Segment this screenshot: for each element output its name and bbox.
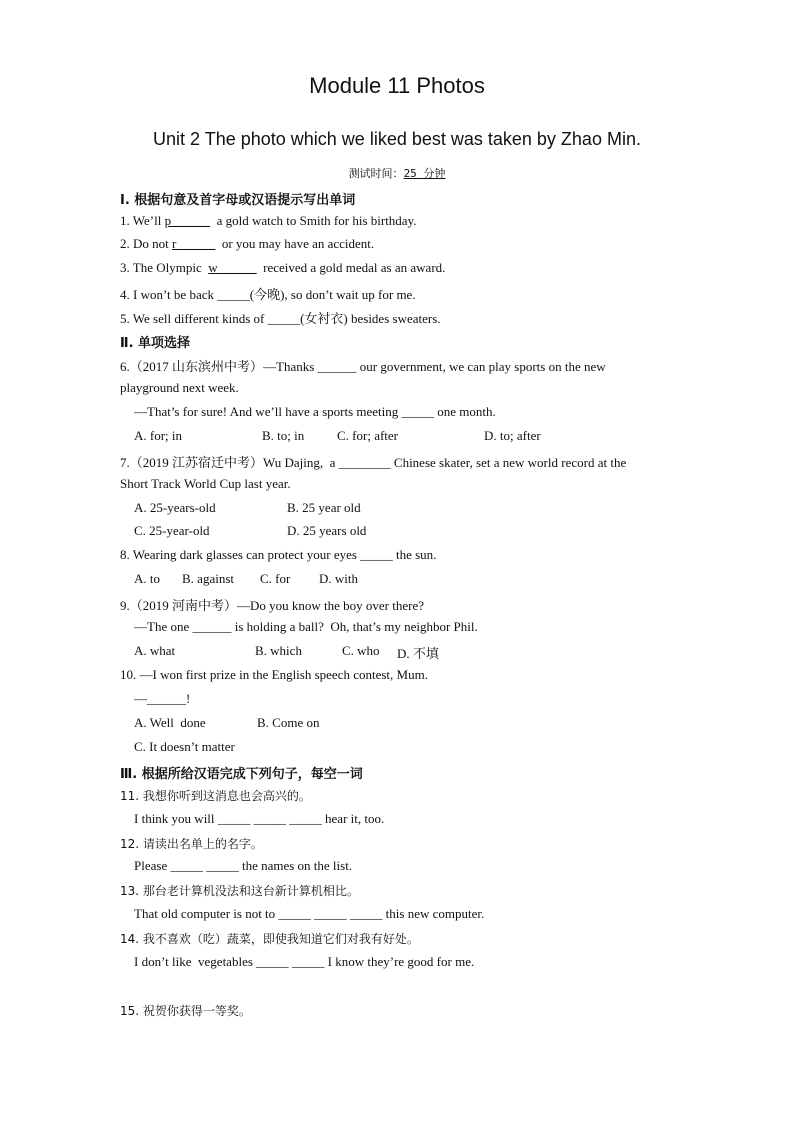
q10-option-c: C. It doesn’t matter xyxy=(134,739,235,754)
question-6-line-1: 6.（2017 山东滨州中考）—Thanks ______ our government, we can play sports on the new xyxy=(120,359,606,374)
question-8: 8. Wearing dark glasses can protect your eyes _____ the sun. xyxy=(120,547,437,562)
q2-blank: ______ xyxy=(176,236,216,251)
page-title: Module 11 Photos xyxy=(309,73,485,98)
time-value: 25 分钟 xyxy=(403,167,446,180)
q9-option-b: B. which xyxy=(255,643,302,658)
q3-post: received a gold medal as an award. xyxy=(256,260,446,275)
q1-blank: ______ xyxy=(171,213,211,228)
q2-pre: 2. Do not xyxy=(120,236,172,251)
question-1 xyxy=(120,213,417,229)
question-9-line-1: 9.（2019 河南中考）—Do you know the boy over there? xyxy=(120,598,425,613)
question-11-chinese: 11. 我想你听到这消息也会高兴的。 xyxy=(120,789,311,803)
question-2 xyxy=(120,236,374,252)
question-9-line-2: —The one ______ is holding a ball? Oh, that’s my neighbor Phil. xyxy=(134,619,478,634)
question-13-chinese: 13. 那台老计算机没法和这台新计算机相比。 xyxy=(120,884,359,898)
question-12-english: Please _____ _____ the names on the list. xyxy=(134,858,353,873)
q3-pre: 3. The Olympic xyxy=(120,260,209,275)
section-heading-3: Ⅲ. 根据所给汉语完成下列句子，每空一词 xyxy=(120,767,363,782)
question-4: 4. I won’t be back _____(今晚), so don’t wait up for me. xyxy=(120,287,416,302)
q7-option-d: D. 25 years old xyxy=(287,523,367,538)
q6-option-b: B. to; in xyxy=(262,428,305,443)
q10-option-b: B. Come on xyxy=(257,715,320,730)
q9-option-a: A. what xyxy=(134,643,176,658)
q1-post: a gold watch to Smith for his birthday. xyxy=(210,213,417,228)
q6-option-a: A. for; in xyxy=(134,428,183,443)
q8-option-b: B. against xyxy=(182,571,234,586)
q8-option-c: C. for xyxy=(260,571,291,586)
question-6-line-3: —That’s for sure! And we’ll have a sports meeting _____ one month. xyxy=(134,404,496,419)
page-subtitle: Unit 2 The photo which we liked best was taken by Zhao Min. xyxy=(153,129,641,149)
question-13-english: That old computer is not to _____ _____ _____ this new computer. xyxy=(134,906,485,921)
time-label: 测试时间： xyxy=(348,167,404,180)
q7-option-a: A. 25-years-old xyxy=(134,500,216,515)
q7-option-b: B. 25 year old xyxy=(287,500,361,515)
question-12-chinese: 12. 请读出名单上的名字。 xyxy=(120,837,263,851)
q9-option-c: C. who xyxy=(342,643,380,658)
question-6-line-2: playground next week. xyxy=(120,380,239,395)
question-5: 5. We sell different kinds of _____(女衬衣) besides sweaters. xyxy=(120,311,441,326)
q10-option-a: A. Well done xyxy=(134,715,206,730)
q3-letter-blank xyxy=(208,260,256,275)
question-11-english: I think you will _____ _____ _____ hear it, too. xyxy=(134,811,385,826)
section-heading-1: Ⅰ. 根据句意及首字母或汉语提示写出单词 xyxy=(120,193,356,208)
question-15-chinese: 15. 祝贺你获得一等奖。 xyxy=(120,1004,251,1018)
q6-option-c: C. for; after xyxy=(337,428,399,443)
q9-option-d: D. 不填 xyxy=(397,646,439,661)
q8-option-a: A. to xyxy=(134,571,160,586)
q7-option-c: C. 25-year-old xyxy=(134,523,210,538)
q2-letter: r xyxy=(172,236,177,251)
question-14-chinese: 14. 我不喜欢（吃）蔬菜，即使我知道它们对我有好处。 xyxy=(120,932,419,946)
q6-option-d: D. to; after xyxy=(484,428,541,443)
q1-letter: p xyxy=(164,213,172,228)
question-7-line-2: Short Track World Cup last year. xyxy=(120,476,291,491)
q3-blank: ______ xyxy=(217,260,257,275)
section-heading-2: Ⅱ. 单项选择 xyxy=(120,336,191,351)
question-10-line-1: 10. —I won first prize in the English speech contest, Mum. xyxy=(120,667,428,682)
q2-letter-blank xyxy=(172,236,215,251)
q1-letter-blank xyxy=(165,213,211,228)
time-limit xyxy=(0,165,794,181)
question-14-english: I don’t like vegetables _____ _____ I know they’re good for me. xyxy=(134,954,475,969)
question-3 xyxy=(120,260,445,276)
question-7-line-1: 7.（2019 江苏宿迁中考）Wu Dajing, a ________ Chinese skater, set a new world record at the xyxy=(120,455,627,470)
q8-option-d: D. with xyxy=(319,571,358,586)
q1-pre: 1. We’ll xyxy=(120,213,165,228)
q3-letter: w xyxy=(208,260,218,275)
question-10-line-2: —______! xyxy=(134,691,191,706)
q2-post: or you may have an accident. xyxy=(215,236,375,251)
